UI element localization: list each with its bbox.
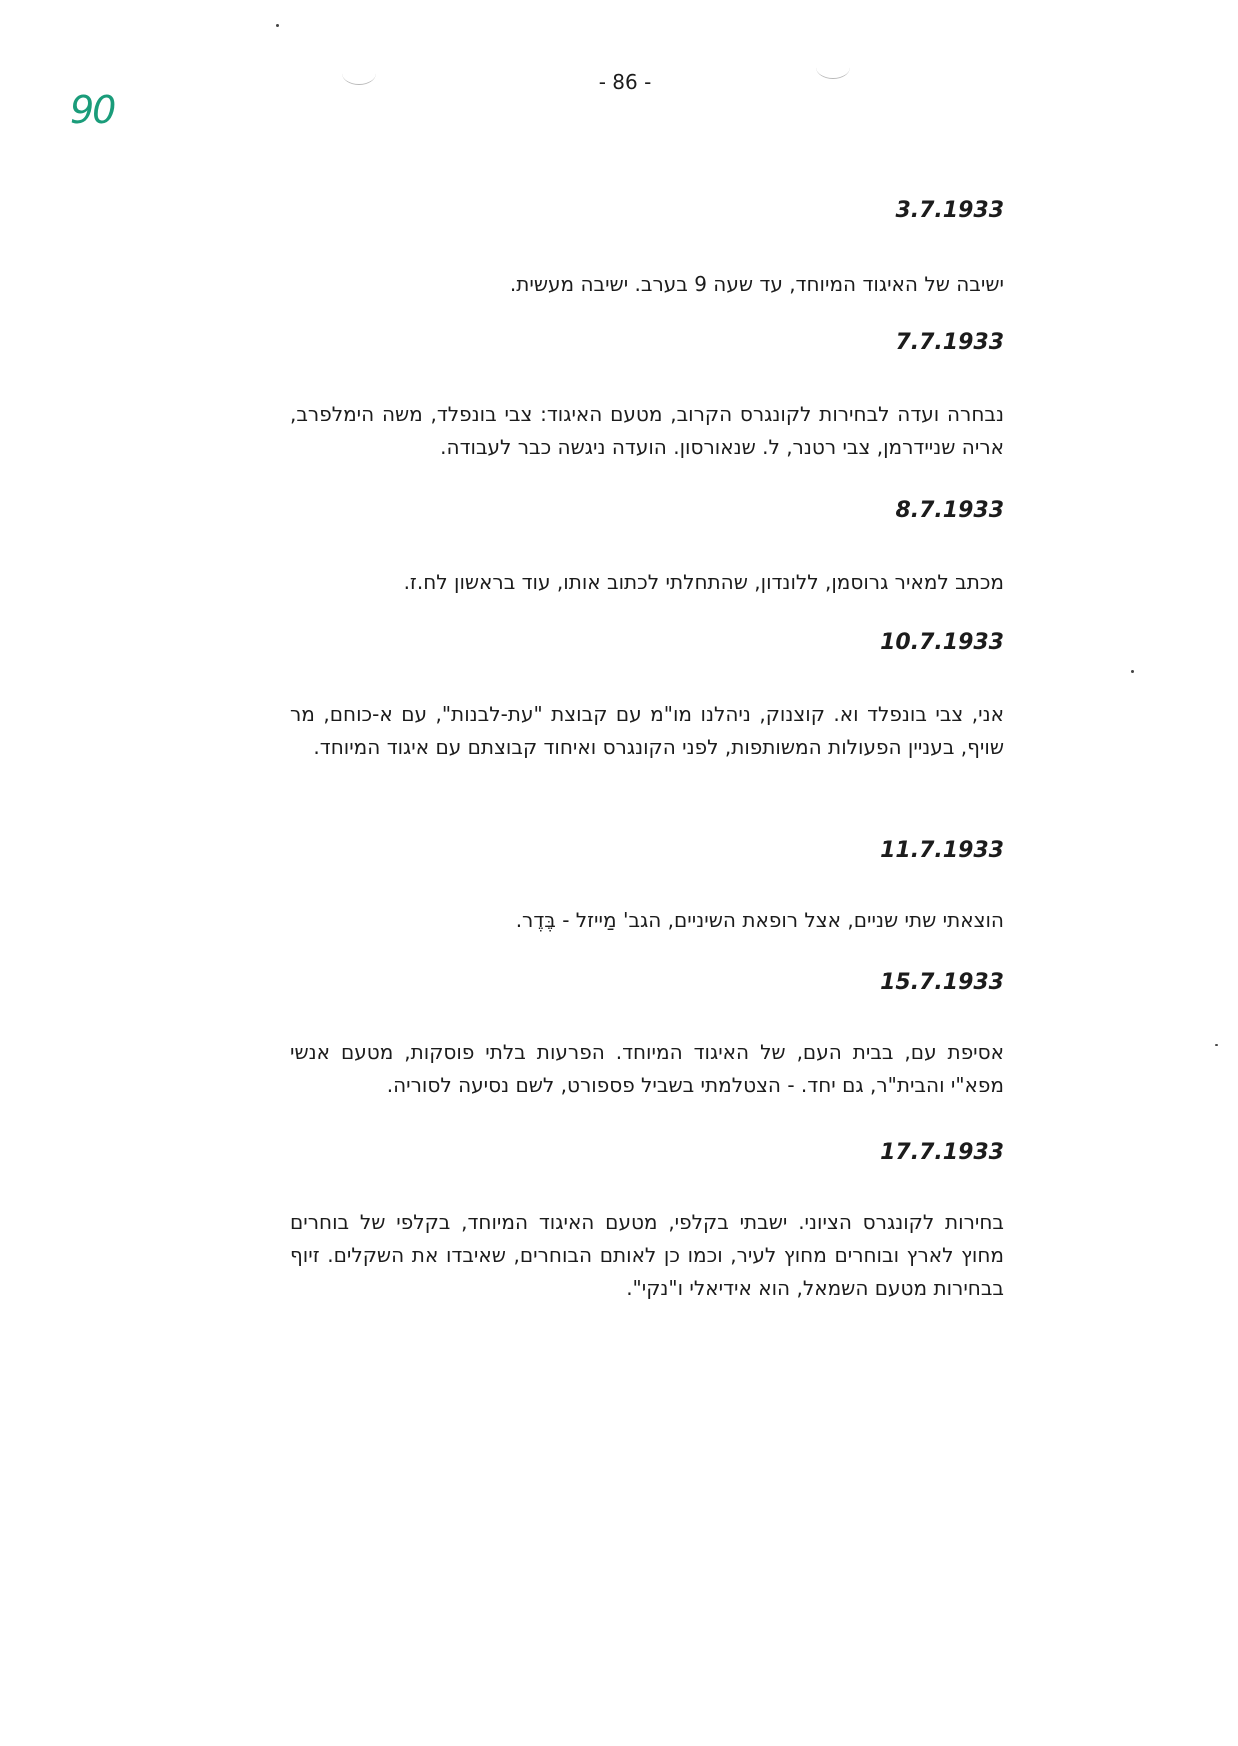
entry-text: אסיפת עם, בבית העם, של האיגוד המיוחד. הפרעות בלתי פוסקות, מטעם אנשי מפא"י והבית"ר, גם יחד. - הצטלמתי בשביל פספורט, לשם נסיעה לסוריה. [290,1040,1004,1097]
page-number: - 86 - [598,70,652,94]
entry-date: 7.7.1933 [895,330,1004,355]
entry-date: 17.7.1933 [880,1140,1004,1165]
entry-text: נבחרה ועדה לבחירות לקונגרס הקרוב, מטעם האיגוד: צבי בונפלד, משה הימלפרב, אריה שניידרמן, צבי רטנר, ל. שנאורסון. הועדה ניגשה כבר לעבודה. [290,402,1004,459]
entry-text: מכתב למאיר גרוסמן, ללונדון, שהתחלתי לכתוב אותו, עוד בראשון לח.ז. [403,570,1004,594]
entry-text: הוצאתי שתי שניים, אצל רופאת השיניים, הגב' מַייזל - בֶּדֶר. [515,908,1004,932]
handwritten-archive-number: 90 [70,88,115,132]
entry-date: 10.7.1933 [880,630,1004,655]
entry-date: 11.7.1933 [880,838,1004,863]
entry-text: בחירות לקונגרס הציוני. ישבתי בקלפי, מטעם האיגוד המיוחד, בקלפי של בוחרים מחוץ לארץ ובוחרים מחוץ לעיר, וכמו כן לאותם הבוחרים, שאיבדו את השקלים. זיוף בבחירות מטעם השמאל, הוא אידיאלי ו"נקי". [290,1210,1004,1300]
punch-hole-left [342,62,376,85]
entry-date: 15.7.1933 [880,970,1004,995]
punch-hole-right [816,56,850,79]
entry-text: אני, צבי בונפלד וא. קוצנוק, ניהלנו מו"מ עם קבוצת "עת-לבנות", עם א-כוחם, מר שויף, בעניין הפעולות המשותפות, לפני הקונגרס ואיחוד קבוצתם עם איגוד המיוחד. [290,702,1004,759]
stray-mark [1131,670,1134,673]
stray-mark [1215,1044,1218,1046]
stray-mark [276,24,279,27]
entry-text: ישיבה של האיגוד המיוחד, עד שעה 9 בערב. ישיבה מעשית. [509,272,1004,296]
entry-date: 3.7.1933 [895,198,1004,223]
entry-date: 8.7.1933 [895,498,1004,523]
